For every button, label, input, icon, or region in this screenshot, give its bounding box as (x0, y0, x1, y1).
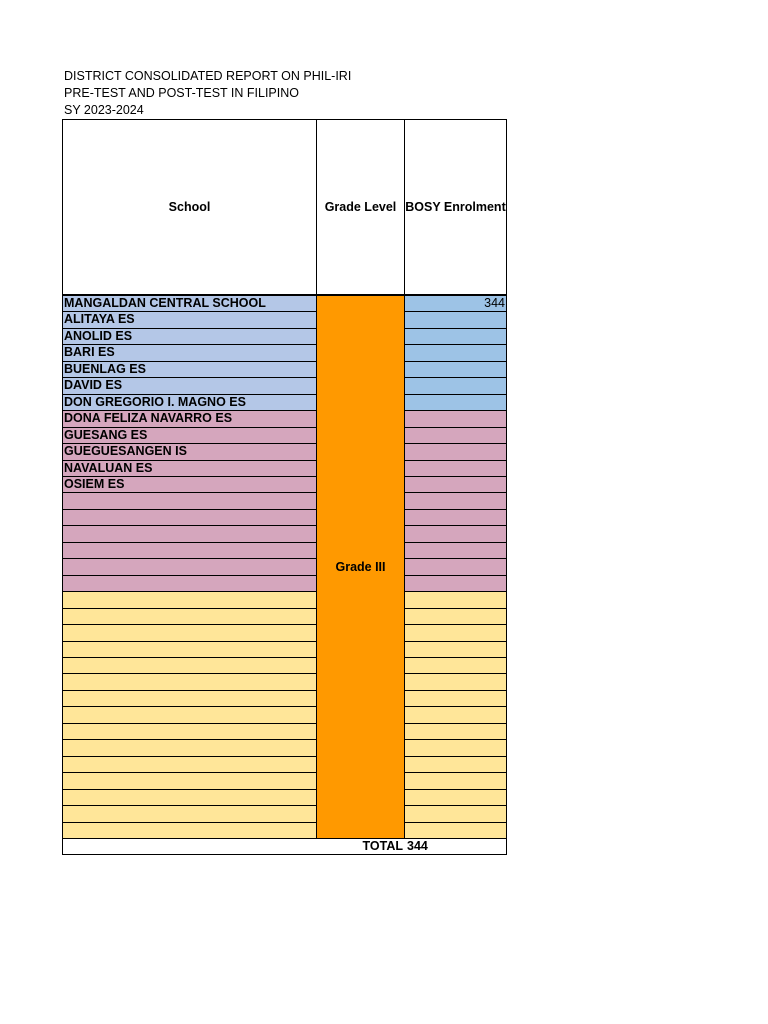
column-header-school[interactable]: School (62, 119, 317, 295)
school-cell[interactable]: MANGALDAN CENTRAL SCHOOL (62, 295, 317, 312)
bosy-enrolment-cell[interactable] (404, 739, 507, 756)
school-cell[interactable]: DON GREGORIO I. MAGNO ES (62, 394, 317, 411)
bosy-enrolment-cell[interactable] (404, 525, 507, 542)
school-cell[interactable] (62, 706, 317, 723)
table-row (62, 427, 507, 443)
table-row (62, 641, 507, 657)
bosy-enrolment-cell[interactable] (404, 591, 507, 608)
table-row (62, 344, 507, 360)
bosy-enrolment-cell[interactable] (404, 558, 507, 575)
report-title-line-1: DISTRICT CONSOLIDATED REPORT ON PHIL-IRI (64, 69, 352, 83)
bosy-enrolment-cell[interactable] (404, 822, 507, 839)
table-row (62, 789, 507, 805)
school-cell[interactable] (62, 591, 317, 608)
school-cell[interactable] (62, 657, 317, 674)
table-row (62, 509, 507, 525)
school-cell[interactable] (62, 690, 317, 707)
bosy-enrolment-cell[interactable] (404, 789, 507, 806)
bosy-enrolment-cell[interactable] (404, 624, 507, 641)
bosy-enrolment-cell[interactable] (404, 492, 507, 509)
bosy-enrolment-cell[interactable] (404, 723, 507, 740)
table-row (62, 476, 507, 492)
report-title (64, 68, 351, 119)
school-cell[interactable] (62, 739, 317, 756)
school-cell[interactable] (62, 525, 317, 542)
table-row (62, 558, 507, 574)
school-cell[interactable] (62, 492, 317, 509)
bosy-enrolment-cell[interactable] (404, 673, 507, 690)
table-row (62, 525, 507, 541)
report-title-line-2: PRE-TEST AND POST-TEST IN FILIPINO (64, 86, 299, 100)
school-cell[interactable]: BARI ES (62, 344, 317, 361)
table-row (62, 394, 507, 410)
total-value[interactable]: 344 (407, 839, 428, 853)
bosy-enrolment-cell[interactable] (404, 344, 507, 361)
school-cell[interactable] (62, 789, 317, 806)
school-cell[interactable] (62, 723, 317, 740)
table-row (62, 328, 507, 344)
school-cell[interactable]: ANOLID ES (62, 328, 317, 345)
bosy-enrolment-cell[interactable] (404, 509, 507, 526)
total-row (62, 838, 507, 855)
bosy-enrolment-cell[interactable] (404, 575, 507, 592)
table-row (62, 772, 507, 788)
table-row (62, 361, 507, 377)
table-row (62, 410, 507, 426)
table-row (62, 673, 507, 689)
bosy-enrolment-cell[interactable] (404, 460, 507, 477)
school-cell[interactable]: OSIEM ES (62, 476, 317, 493)
school-cell[interactable] (62, 822, 317, 839)
table-body (62, 295, 507, 854)
table-row (62, 805, 507, 821)
bosy-enrolment-cell[interactable] (404, 311, 507, 328)
bosy-enrolment-cell[interactable] (404, 706, 507, 723)
bosy-enrolment-cell[interactable] (404, 328, 507, 345)
table-row (62, 756, 507, 772)
column-header-grade-level[interactable]: Grade Level (316, 119, 405, 295)
table-row (62, 739, 507, 755)
school-cell[interactable]: GUEGUESANGEN IS (62, 443, 317, 460)
bosy-enrolment-cell[interactable]: 344 (404, 295, 507, 312)
school-cell[interactable] (62, 509, 317, 526)
table-row (62, 295, 507, 311)
bosy-enrolment-cell[interactable] (404, 476, 507, 493)
school-cell[interactable] (62, 673, 317, 690)
bosy-enrolment-cell[interactable] (404, 657, 507, 674)
school-cell[interactable]: DONA FELIZA NAVARRO ES (62, 410, 317, 427)
school-cell[interactable] (62, 805, 317, 822)
total-label: TOTAL (362, 839, 403, 853)
bosy-enrolment-cell[interactable] (404, 805, 507, 822)
bosy-enrolment-cell[interactable] (404, 608, 507, 625)
enrolment-table (62, 119, 507, 855)
bosy-enrolment-cell[interactable] (404, 756, 507, 773)
school-cell[interactable] (62, 558, 317, 575)
bosy-enrolment-cell[interactable] (404, 772, 507, 789)
school-cell[interactable] (62, 575, 317, 592)
table-row (62, 591, 507, 607)
school-cell[interactable]: DAVID ES (62, 377, 317, 394)
grade-level-merged-cell[interactable]: Grade III (316, 295, 405, 839)
table-row (62, 443, 507, 459)
report-title-line-3: SY 2023-2024 (64, 103, 144, 117)
school-cell[interactable] (62, 756, 317, 773)
table-row (62, 706, 507, 722)
table-row (62, 575, 507, 591)
bosy-enrolment-cell[interactable] (404, 410, 507, 427)
school-cell[interactable] (62, 542, 317, 559)
table-row (62, 460, 507, 476)
table-row (62, 608, 507, 624)
bosy-enrolment-cell[interactable] (404, 361, 507, 378)
table-row (62, 723, 507, 739)
bosy-enrolment-cell[interactable] (404, 690, 507, 707)
table-row (62, 377, 507, 393)
school-cell[interactable] (62, 772, 317, 789)
school-cell[interactable] (62, 624, 317, 641)
bosy-enrolment-cell[interactable] (404, 443, 507, 460)
bosy-enrolment-cell[interactable] (404, 427, 507, 444)
school-cell[interactable]: BUENLAG ES (62, 361, 317, 378)
school-cell[interactable]: NAVALUAN ES (62, 460, 317, 477)
school-cell[interactable] (62, 608, 317, 625)
table-row (62, 624, 507, 640)
column-header-bosy-enrolment[interactable]: BOSY Enrolment (404, 119, 507, 295)
table-row (62, 311, 507, 327)
bosy-enrolment-cell[interactable] (404, 542, 507, 559)
school-cell[interactable]: ALITAYA ES (62, 311, 317, 328)
school-cell[interactable]: GUESANG ES (62, 427, 317, 444)
table-row (62, 690, 507, 706)
bosy-enrolment-cell[interactable] (404, 377, 507, 394)
table-row (62, 492, 507, 508)
table-row (62, 542, 507, 558)
table-row (62, 822, 507, 838)
bosy-enrolment-cell[interactable] (404, 641, 507, 658)
school-cell[interactable] (62, 641, 317, 658)
table-row (62, 657, 507, 673)
bosy-enrolment-cell[interactable] (404, 394, 507, 411)
